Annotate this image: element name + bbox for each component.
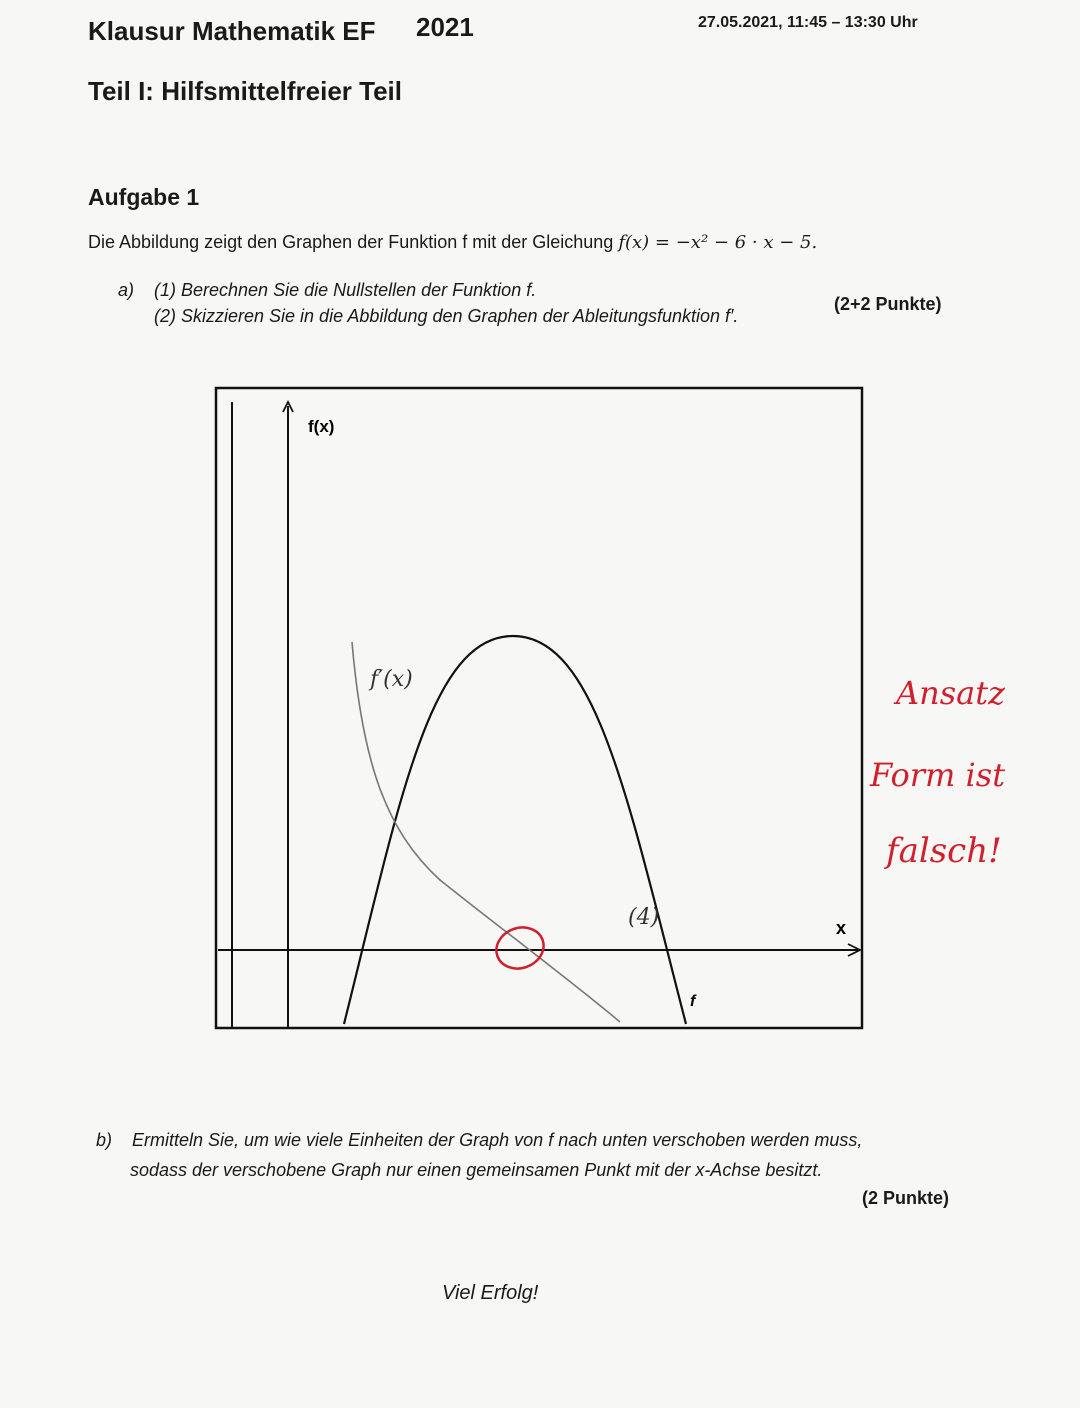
y-axis-label: f(x) xyxy=(308,417,335,436)
closing-text: Viel Erfolg! xyxy=(442,1282,539,1304)
curve-label-f: f xyxy=(690,993,696,1010)
task-heading: Aufgabe 1 xyxy=(88,184,200,210)
a-points: (2+2 Punkte) xyxy=(834,294,942,314)
red-circle-marking xyxy=(491,921,550,975)
exam-year: 2021 xyxy=(416,12,474,42)
a1-text: (1) Berechnen Sie die Nullstellen der Funktion f. xyxy=(154,280,537,300)
task-equation: f(x) = −x² − 6 · x − 5. xyxy=(618,232,818,253)
pencil-derivative-label: f′(x) xyxy=(370,667,413,692)
part-title: Teil I: Hilfsmittelfreier Teil xyxy=(88,76,402,106)
b1-text: Ermitteln Sie, um wie viele Einheiten der Graph von f nach unten verschoben werden muss, xyxy=(132,1130,863,1150)
annotation-line1: Ansatz xyxy=(896,674,1005,712)
annotation-line3: falsch! xyxy=(886,831,1002,871)
b2-text: sodass der verschobene Graph nur einen gemeinsamen Punkt mit der x-Achse besitzt. xyxy=(130,1160,823,1180)
parabola-f xyxy=(344,636,686,1024)
a-label: a) xyxy=(118,280,135,300)
pencil-marker-label: (4) xyxy=(628,905,660,930)
exam-date: 27.05.2021, 11:45 – 13:30 Uhr xyxy=(698,14,918,31)
exam-title: Klausur Mathematik EF xyxy=(88,16,376,46)
graph-frame xyxy=(216,388,862,1028)
a2-text: (2) Skizzieren Sie in die Abbildung den Graphen der Ableitungsfunktion f′. xyxy=(154,306,739,326)
b-label: b) xyxy=(96,1130,113,1150)
annotation-line2: Form ist xyxy=(870,756,1006,794)
task-intro-text: Die Abbildung zeigt den Graphen der Funktion f mit der Gleichung xyxy=(88,232,614,252)
b-points: (2 Punkte) xyxy=(862,1188,950,1208)
x-axis-label: x xyxy=(836,918,847,938)
